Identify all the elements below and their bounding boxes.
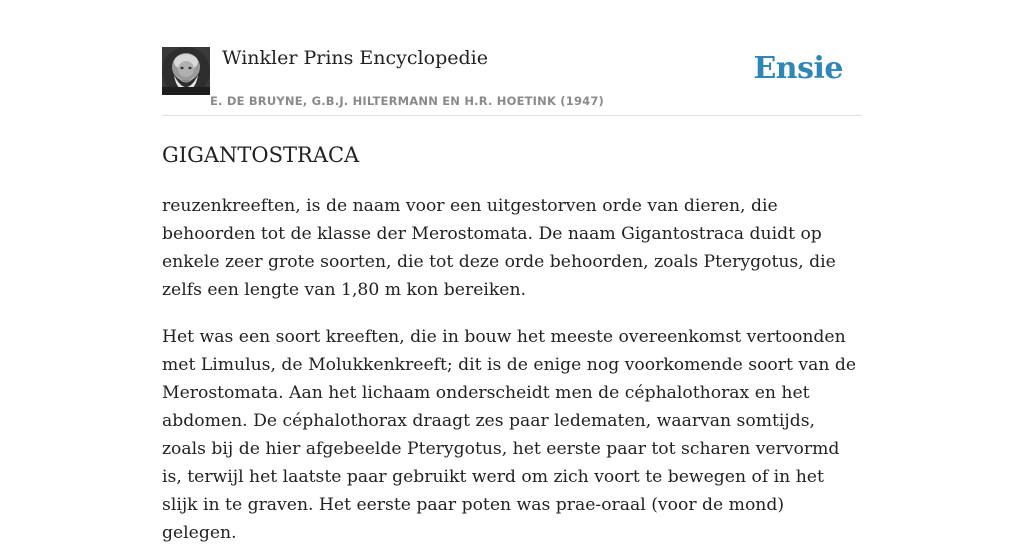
ensie-logo-link[interactable]: Ensie [753, 51, 843, 86]
page-container [162, 0, 862, 543]
site-title-link[interactable]: Winkler Prins Encyclopedie [222, 47, 488, 69]
header [162, 0, 862, 116]
article-paragraph-1: reuzenkreeften, is de naam voor een uitgestorven orde van dieren, die behoorden tot de klasse der Merostomata. De naam Gigantostraca duidt op enkele zeer grote soorten, die tot deze orde behoorden, zoals Pterygotus, die zelfs een lengte van 1,80 m kon bereiken. [162, 196, 836, 300]
article-paragraph-2: Het was een soort kreeften, die in bouw het meeste overeenkomst vertoonden met Limulus, de Molukkenkreeft; dit is de enige nog voorkomende soort van de Merostomata. Aan het lichaam onderscheidt men de céphalothorax en het abdomen. De céphalothorax draagt zes paar ledematen, waarvan somtijds, zoals bij de hier afgebeelde Pterygotus, het eerste paar tot scharen vervormd is, terwijl het laatste paar gebruikt werd om zich voort te bewegen of in het slijk in te graven. Het eerste paar poten was prae-oraal (voor de mond) gelegen. [162, 327, 857, 543]
authors-line: E. DE BRUYNE, G.B.J. HILTERMANN EN H.R. HOETINK (1947) [210, 94, 605, 108]
bearded-man-portrait-icon [162, 47, 210, 95]
author-avatar[interactable] [162, 47, 210, 95]
article-headword: GIGANTOSTRACA [162, 143, 360, 167]
